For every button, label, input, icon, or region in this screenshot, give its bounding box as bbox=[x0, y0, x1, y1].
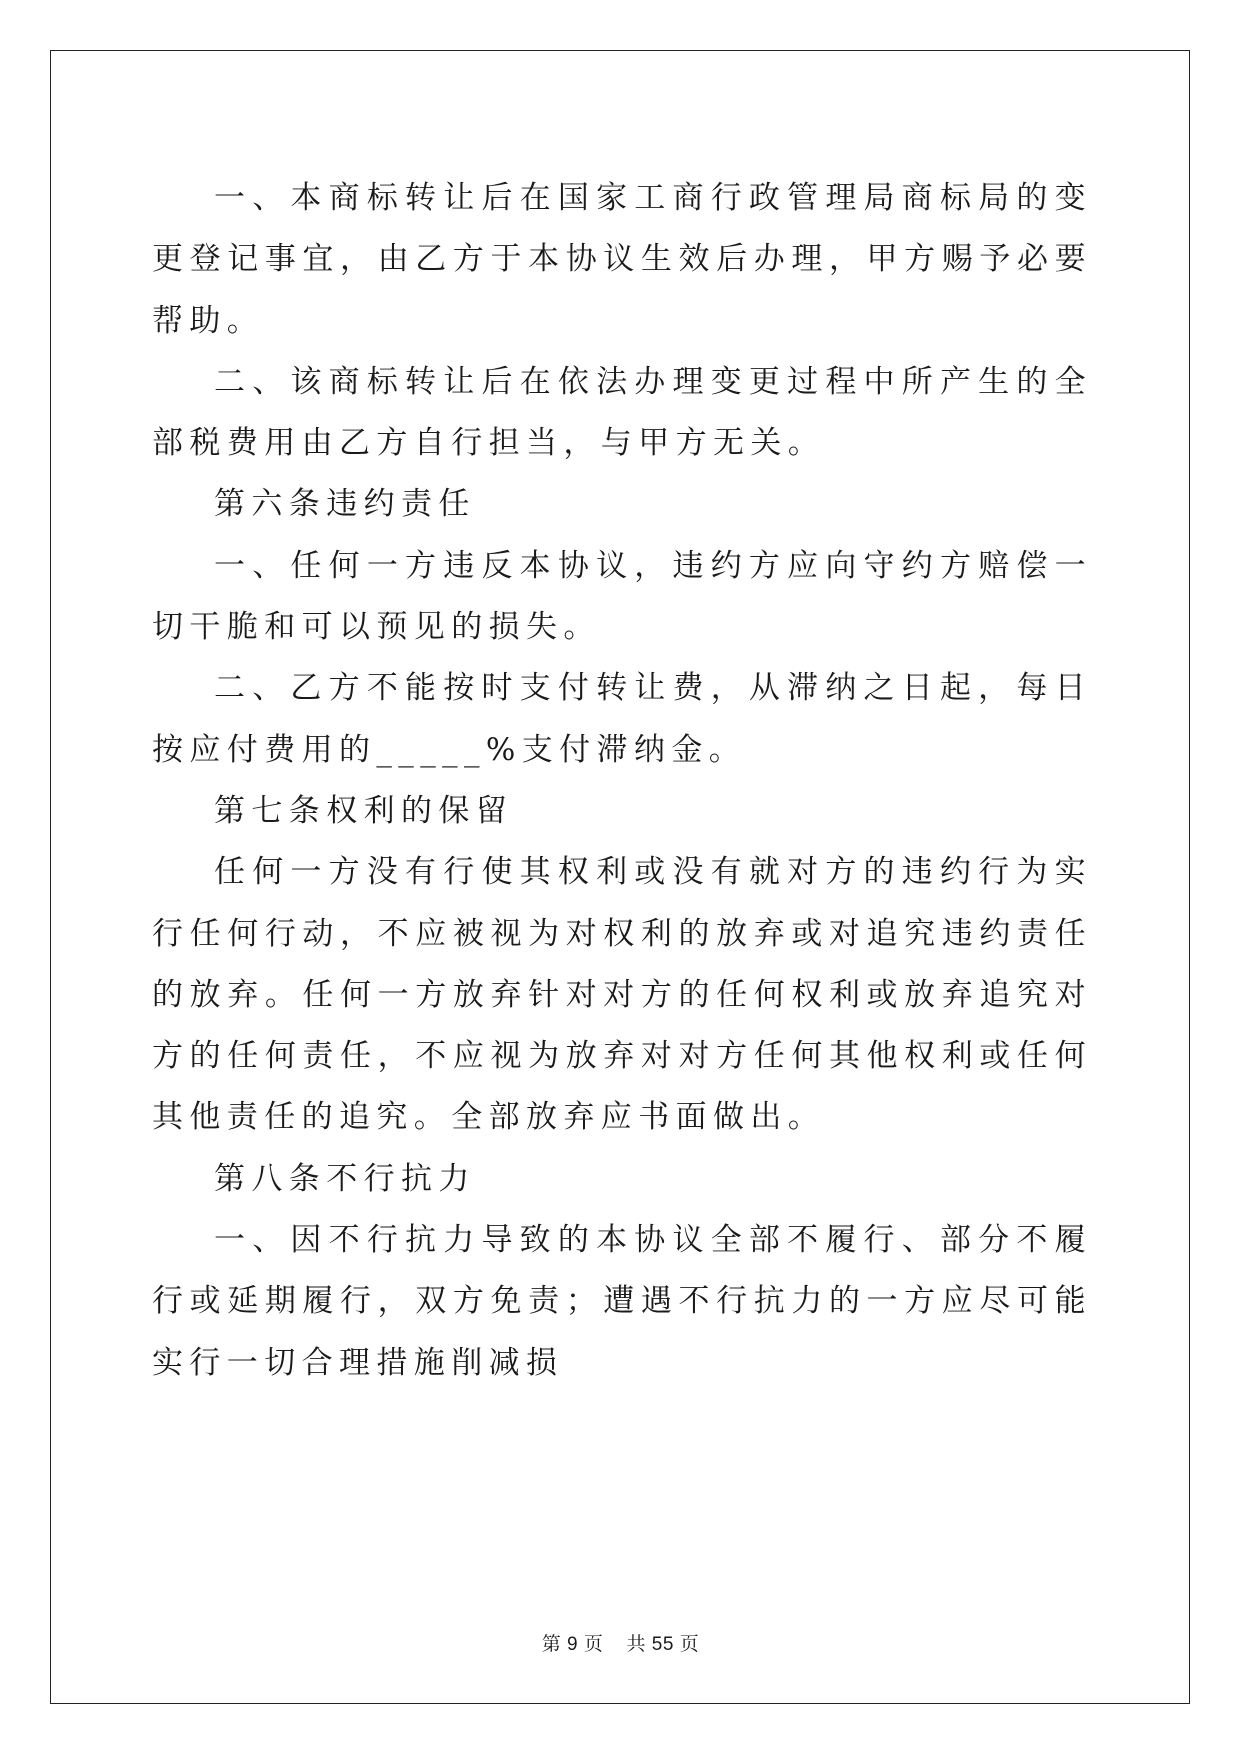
page-footer bbox=[0, 1629, 1241, 1656]
paragraph-force-majeure: 一、因不行抗力导致的本协议全部不履行、部分不履行或延期履行，双方免责；遭遇不行抗力的一方应尽可能实行一切合理措施削减损 bbox=[152, 1222, 1092, 1381]
paragraph-trademark-registration: 一、本商标转让后在国家工商行政管理局商标局的变更登记事宜，由乙方于本协议生效后办理，甲方赐予必要帮助。 bbox=[152, 180, 1092, 339]
page-number: 第 9 页 bbox=[541, 1634, 604, 1655]
section-heading-reservation-of-rights: 第七条权利的保留 bbox=[214, 792, 514, 829]
paragraph-waiver: 任何一方没有行使其权利或没有就对方的违约行为实行任何行动，不应被视为对权利的放弃或对追究违约责任的放弃。任何一方放弃针对对方的任何权利或放弃追究对方的任何责任，不应视为放弃对对方任何其他权利或任何其他责任的追究。全部放弃应书面做出。 bbox=[152, 854, 1092, 1136]
paragraph-breach-compensation: 一、任何一方违反本协议，违约方应向守约方赔偿一切干脆和可以预见的损失。 bbox=[152, 547, 1092, 646]
paragraph-late-payment: 二、乙方不能按时支付转让费，从滞纳之日起，每日按应付费用的_____%支付滞纳金。 bbox=[152, 670, 1092, 768]
document-body bbox=[152, 168, 1092, 1394]
section-heading-breach-liability: 第六条违约责任 bbox=[214, 486, 476, 523]
section-heading-force-majeure: 第八条不行抗力 bbox=[214, 1160, 476, 1197]
page-total: 共 55 页 bbox=[626, 1634, 700, 1655]
paragraph-tax-fees: 二、该商标转让后在依法办理变更过程中所产生的全部税费用由乙方自行担当，与甲方无关。 bbox=[152, 363, 1092, 462]
